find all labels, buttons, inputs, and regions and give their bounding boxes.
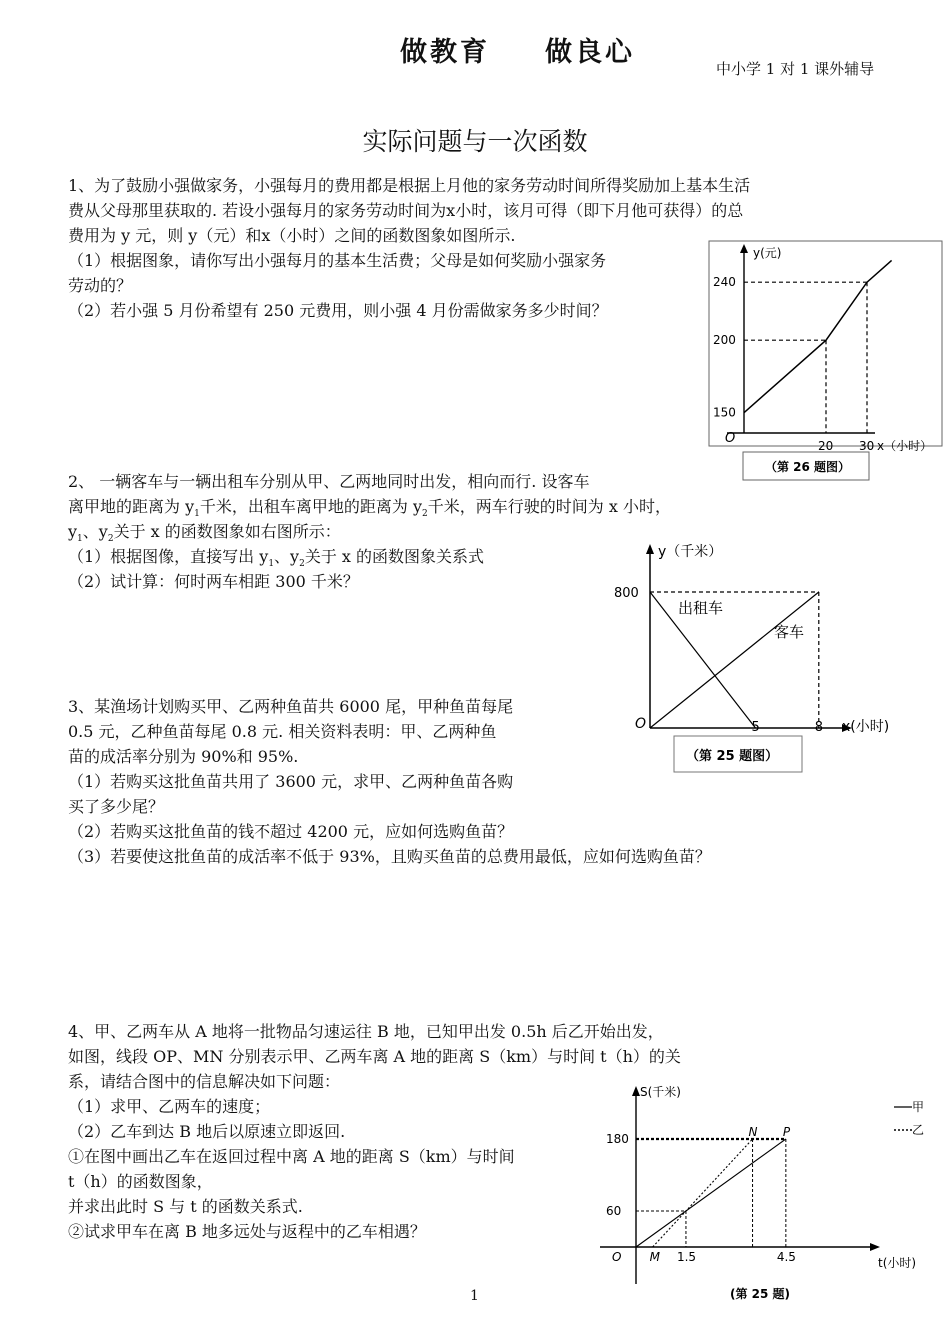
fig2-bus-label: 客车 <box>774 623 805 641</box>
q3-line: 0.5 元，乙种鱼苗每尾 0.8 元. 相关资料表明：甲、乙两种鱼 <box>68 722 497 741</box>
brand-left: 做教育 <box>400 37 490 68</box>
fig3-x-arrow-icon <box>870 1243 880 1251</box>
q4-line: 如图，线段 OP、MN 分别表示甲、乙两车离 A 地的距离 S（km）与时间 t（h）的关 <box>68 1047 681 1066</box>
fig1-y-label: y(元) <box>753 246 782 260</box>
fig2-bus-line <box>650 592 819 728</box>
figure-1-graph <box>705 240 945 485</box>
q2-line: $y_1$、$y_2$关于 x 的函数图象如右图所示： <box>68 522 341 545</box>
fig1-x-tick-label: 20 <box>818 439 834 453</box>
fig1-y-tick-label: 200 <box>713 333 736 348</box>
q1-line: （1）根据图象，请你写出小强每月的基本生活费；父母是如何奖励小强家务 <box>68 251 607 270</box>
fig3-point-p: P <box>782 1125 791 1139</box>
page-title: 实际问题与一次函数 <box>362 127 588 156</box>
q3-line: （1）若购买这批鱼苗共用了 3600 元，求甲、乙两种鱼苗各购 <box>68 772 514 791</box>
figure-3-graph <box>592 1082 942 1307</box>
header-tagline: 中小学 1 对 1 课外辅导 <box>716 60 875 78</box>
q2-line: 2、 一辆客车与一辆出租车分别从甲、乙两地同时出发，相向而行. 设客车 <box>68 472 590 491</box>
fig3-legend-jia: 甲 <box>912 1100 925 1114</box>
fig1-marks <box>713 260 892 453</box>
fig2-y-tick-label: 800 <box>614 586 639 601</box>
q4-line: 并求出此时 S 与 t 的函数关系式. <box>68 1197 303 1216</box>
q3-line: 苗的成活率分别为 90%和 95%. <box>68 747 299 766</box>
fig2-origin: O <box>635 716 647 732</box>
q4-line: 4、甲、乙两车从 A 地将一批物品匀速运往 B 地，已知甲出发 0.5h 后乙开始出发， <box>68 1022 664 1041</box>
fig1-y-arrow-icon <box>740 244 748 253</box>
fig1-y-tick-label: 240 <box>713 275 736 290</box>
fig3-x-tick-label: 1.5 <box>676 1250 697 1264</box>
q2-line: （1）根据图像，直接写出 $y_1$、$y_2$关于 x 的函数图象关系式 <box>68 547 485 570</box>
fig3-line-mn <box>653 1139 753 1247</box>
fig2-caption: （第 25 题图） <box>686 749 779 764</box>
fig1-x-label: x（小时） <box>877 439 933 453</box>
fig2-taxi-label: 出租车 <box>678 599 724 617</box>
fig3-legend-yi: 乙 <box>912 1123 925 1137</box>
fig3-point-n: N <box>748 1125 758 1139</box>
fig3-line-op <box>636 1139 786 1247</box>
q3-line: 3、某渔场计划购买甲、乙两种鱼苗共 6000 尾，甲种鱼苗每尾 <box>68 697 514 716</box>
q1-line: 费从父母那里获取的. 若设小强每月的家务劳动时间为x小时，该月可得（即下月他可获得）的总 <box>68 201 744 220</box>
fig3-x-tick-label: 4.5 <box>776 1250 796 1264</box>
q2-line: 离甲地的距离为 $y_1$千米，出租车离甲地的距离为 $y_2$千米，两车行驶的时间为 x 小时， <box>68 497 671 520</box>
fig3-caption: (第 25 题) <box>730 1287 791 1301</box>
figure-2-graph <box>608 538 908 778</box>
fig3-y-label: S(千米) <box>640 1085 681 1099</box>
page-number: 1 <box>470 1288 479 1304</box>
fig3-x-label: t(小时) <box>878 1256 917 1270</box>
fig1-x-tick-label: 30 <box>859 439 875 453</box>
q4-line: （2）乙车到达 B 地后以原速立即返回. <box>68 1122 346 1141</box>
fig2-x-label: x(小时) <box>842 719 890 735</box>
fig1-caption: （第 26 题图） <box>765 460 851 474</box>
fig2-x-tick-label: 8 <box>814 720 824 735</box>
q1-line: 1、为了鼓励小强做家务，小强每月的费用都是根据上月他的家务劳动时间所得奖励加上基本生活 <box>68 176 751 195</box>
brand-slogan <box>400 30 635 69</box>
q3-line: （2）若购买这批鱼苗的钱不超过 4200 元，应如何选购鱼苗？ <box>68 822 514 841</box>
q1-line: 费用为 y 元，则 y（元）和x（小时）之间的函数图象如图所示. <box>68 226 516 245</box>
fig2-x-tick-label: 5 <box>751 720 760 735</box>
q4-line: t（h）的函数图象， <box>68 1172 213 1191</box>
fig2-y-arrow-icon <box>646 544 654 554</box>
q4-line: ②试求甲车在离 B 地多远处与返程中的乙车相遇？ <box>68 1222 426 1241</box>
brand-right: 做良心 <box>545 37 635 68</box>
q4-line: 系，请结合图中的信息解决如下问题： <box>68 1072 341 1091</box>
fig3-y-tick-label: 180 <box>606 1132 629 1146</box>
q4-line: （1）求甲、乙两车的速度； <box>68 1097 271 1116</box>
fig3-origin: O <box>612 1250 622 1264</box>
q3-line: 买了多少尾？ <box>68 797 165 816</box>
fig3-y-tick-label: 60 <box>606 1204 622 1218</box>
fig1-y-tick-label: 150 <box>713 405 736 420</box>
fig3-y-arrow-icon <box>632 1086 640 1096</box>
fig3-marks <box>606 1125 796 1264</box>
fig3-point-m: M <box>649 1250 661 1264</box>
q1-line: 劳动的？ <box>68 276 133 295</box>
q2-line: （2）试计算：何时两车相距 300 千米？ <box>68 572 359 591</box>
q4-line: ①在图中画出乙车在返回过程中离 A 地的距离 S（km）与时间 <box>68 1147 515 1166</box>
q3-line: （3）若要使这批鱼苗的成活率不低于 93%，且购买鱼苗的总费用最低，应如何选购鱼苗？ <box>68 847 711 866</box>
q1-line: （2）若小强 5 月份希望有 250 元费用，则小强 4 月份需做家务多少时间？ <box>68 301 608 320</box>
fig1-origin: O <box>725 431 736 446</box>
fig2-y-label: y（千米） <box>658 544 723 560</box>
fig1-series-line <box>744 260 892 412</box>
